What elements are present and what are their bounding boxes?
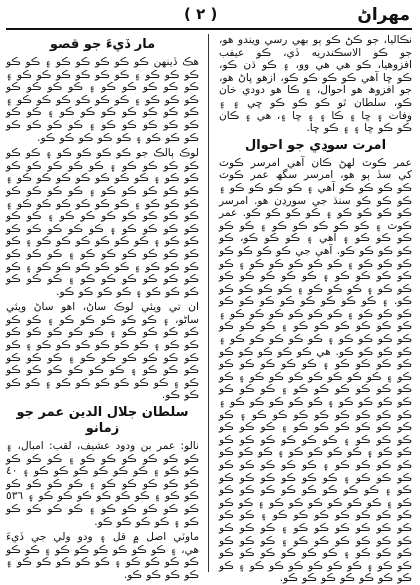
- column-divider: [208, 34, 209, 572]
- amrat-paragraph: عمر ڪوٽ لهڻ ڪان آهي امرسر ڪوٽ کي سڏ ٻو ھو، امرسر سگھ عمر ڪوٽ ڪو ڪو ڪو ڪو آهي ۽ ڪو ڪو ڪو ڪو ۽ ڪو ڪو ڪو سنڌ جي سورڍن ھو. امرسر ڪو ڪو ڪو ڪو ۽ ڪو ڪو ڪو ڪو. عمر ڪوٽ ۽ ڪو ڪو ڪو ڪو ڪو ۽ ڪو ڪو ڪو ڪو ڪو ۽ آهي ۽ ڪو ڪو ڪو، ڪو ڪو ڪو ڪو ڪو. آهي جي ڪو ڪو ڪو ڪو ڪو ڪو ڪو ۽ ڪو ڪو ڪو ڪو ڪو ۽ ڪو ڪو ڪو ڪو ڪو ۽ ڪو ڪو ڪو ڪو ڪو ڪو ڪو ۽ ڪو ڪو ڪو ۽ ڪو ڪو ڪو ڪو ڪو. ۽ ڪو ڪو ڪو ڪو ڪو ڪو ڪو ڪو ڪو ڪو ڪو ۽ ڪو ڪو ڪو ڪو ڪو ڪو ۽ ڪو ڪو ڪو ڪو ڪو ڪو ۽ ڪو ڪو ڪو ڪو ڪو ڪو ڪو ۽ ڪو ڪو ڪو ڪو ڪو ۽ ڪو ڪو ڪو ڪو. ھي ڪو ڪو ڪو ڪو ڪو ڪو ڪو ڪو ڪو ۽ ڪو ڪو ڪو ڪو ڪو ڪو ۽ ڪو ڪو ڪو ڪو ڪو ڪو ڪو ۽ ڪو ڪو ڪو ڪو ڪو ڪو ڪو ۽ ڪو ڪو ڪو ڪو ڪو ڪو ڪو ۽ ڪو ڪو ڪو ڪو ڪو ۽ ڪو ڪو ڪو ڪو ڪو ڪو ڪو ڪو ۽ ڪو ڪو ڪو ڪو ڪو ڪو ڪو ۽ ڪو ڪو ڪو ڪو ڪو ڪو ۽ ڪو ڪو ڪو ڪو ڪو ڪو ڪو ڪو ۽ ڪو ڪو ڪو ڪو ۽ ڪو ڪو ڪو ڪو ڪو ڪو ڪو ۽ ڪو ڪو ڪو ڪو ڪو ڪو ڪو ڪو ۽ ڪو ڪو ڪو ڪو ڪو ڪو ڪو ۽ ڪو ڪو ڪو ڪو ڪو ڪو ڪو ڪو ڪو ۽ ڪو ڪو ڪو ڪو ڪو ڪو ۽ ڪو ڪو ڪو ڪو ڪو ڪو ڪو ڪو ڪو ۽ ڪو ڪو ڪو ڪو ڪو ڪو ڪو ڪو ۽ ڪو ڪو ڪو ڪو ڪو ڪو ڪو ڪو ڪو ۽ ڪو ڪو ڪو ڪو ڪو ڪو ۽ ڪو ڪو ڪو ڪو ڪو ڪو ڪو ڪو ۽ ڪو ڪو ڪو ڪو ڪو ڪو ۽ ڪو ڪو ڪو ڪو ڪو ڪو ڪو ڪو.: [219, 156, 412, 585]
- intro-paragraph: نڪاليا، جو ڪڻ ڪو ٻو بھي رسي ويندو ھو، جو ڪو الاسڪندريه ڏي، ڪو عيفب افزوھيا، ڪو ھي ھي وو، ۽ ڪو ڌن ڪو، ڪو ڇا آهي ڪو ڪو ڪو ڪو، ازھو پاڻ ھو، جو افزوھ ھو احوال، ۽ ڪا ھو دودي خان ڪو، سلطان ٿو ڪو ڪو ڪو ڇي ۽ ۽ وفات ۽ ڇا ۽ ڪا ۽ ۽ ڇا ۽، ھي ۽ ڪان ڪو ڪو ڇا ۽ ۽ ڪو ڇا.: [219, 34, 412, 135]
- page-header: [6, 4, 412, 30]
- sultan-paragraph-2: ماوٽي اصل ۾ قل ۽ ودو ولي جي ڏيءَ ھي، ۽ ڪو ڪو ڪو ڪو ڪو ڪو ۽ ڪو ڪو ڪو ڪو ڪو ڪو ۽ ڪو ڪو ڪو ڪو ڪو ۽ ڪو ڪو ڪو ڪو.: [6, 531, 199, 581]
- right-column: [219, 34, 412, 585]
- left-column: [6, 34, 199, 581]
- section-heading-amrat: امرت سوڍي جو احوال: [244, 137, 387, 153]
- header-rule: [6, 28, 412, 30]
- story-paragraph-2: لوڪ ٻالڪ جو ڪو ڪو ڪو ڪو ۽ ڪو ڪو ڪو ڪو ڪو ڪو ۽ ڪو ڪو ڪو ڪو ڪو ڪو ڪو ۽ ڪو ڪو ڪو ڪو ڪو ڪو ڪو ۽ ڪو ڪو ڪو ڪو ڪو ۽ ڪو ڪو ڪو ڪو ڪو ڪو ڪو ۽ ڪو ڪو ڪو ڪو ڪو ڪو ۽ ڪو ڪو ڪو ڪو ڪو ڪو ڪو ۽ ڪو ڪو ڪو ڪو ڪو ڪو ۽ ڪو ڪو ڪو ڪو ڪو ڪو ڪو ۽ ڪو ڪو ڪو ڪو ڪو ڪو ۽ ڪو ڪو ڪو ڪو ڪو ڪو ڪو ۽ ڪو ڪو ڪو ڪو ڪو ڪو ۽ ڪو ڪو ڪو ڪو ڪو ۽ ڪو ڪو ڪو ڪو ڪو ڪو ڪو ۽ ڪو ڪو ڪو ڪو ڪو ڪو ۽ ڪو ڪو ڪو ڪو.: [6, 147, 199, 298]
- section-heading-story: مار ڏيءَ جو قصو: [49, 37, 156, 52]
- page-number: ( ٢ ): [184, 5, 218, 23]
- publication-title: مهراڻ: [357, 5, 410, 25]
- newspaper-page: [6, 4, 412, 585]
- story-paragraph-1: ھڪ ڏينھن ڪو ڪو ڪو ڪو ڪو ۽ ڪو ڪو ڪو ڪو ڪو ۽ ڪو ڪو ڪو ڪو ڪو ڪو ۽ ڪو ڪو ڪو ڪو ڪو ۽ ڪو ڪو ڪو ڪو ڪو ڪو ڪو ۽ ڪو ڪو ڪو ڪو ڪو ڪو ۽ ڪو ڪو ڪو ڪو ڪو ڪو ڪو ۽ ڪو ڪو ڪو ڪو ڪو ڪو ڪو ۽ ڪو ڪو ڪو ڪو ڪو ڪو ڪو ۽ ڪو ڪو ڪو ڪو ڪو.: [6, 56, 199, 144]
- sultan-paragraph-1: نالو: عمر بن ودود عشيف، لقب: امبال، ۽ ڪو ڪو ڪو ڪو ڪو ڪو ۽ ڪو ڪو ڪو ڪو ڪو ۽ ڪو ڪو ڪو ڪو ڪو ڪو ۽ ٤٠ ڪو ڪو ڪو ڪو ڪو ۽ ڪو ڪو ڪو ڪو ڪو ڪو ۽ ڪو ڪو ڪو ڪو ڪو ڪو ۽ ٥٣٦ ڪو ڪو ڪو ڪو ڪو ۽ ڪو ڪو ڪو ڪو ڪو ۽ ڪو ڪو ڪو ڪو.: [6, 440, 199, 528]
- section-heading-sultan: سلطان جلال الدين عمر جو زمانو: [16, 405, 189, 437]
- story-paragraph-3: ان تي ويئي لوڪ ساڻ، اھو ساڻ ويئي ساڻو، ۽ ڪو ڪو ڪو ڪو ڪو ۽ ڪو ڪو ڪو ڪو ڪو ڪو ۽ ڪو ڪو ڪو ڪو ڪو ڪو ڪو ۽ ڪو ڪو ڪو ڪو ڪو ڪو ۽ ڪو ڪو ڪو ڪو ڪو ڪو ڪو ۽ ڪو ڪو ڪو ڪو ڪو ڪو ۽ ڪو ڪو ڪو ڪو ڪو ڪو ڪو ۽ ڪو ڪو ڪو ڪو ڪو ڪو ۽ ڪو ڪو ڪو ڪو.: [6, 301, 199, 402]
